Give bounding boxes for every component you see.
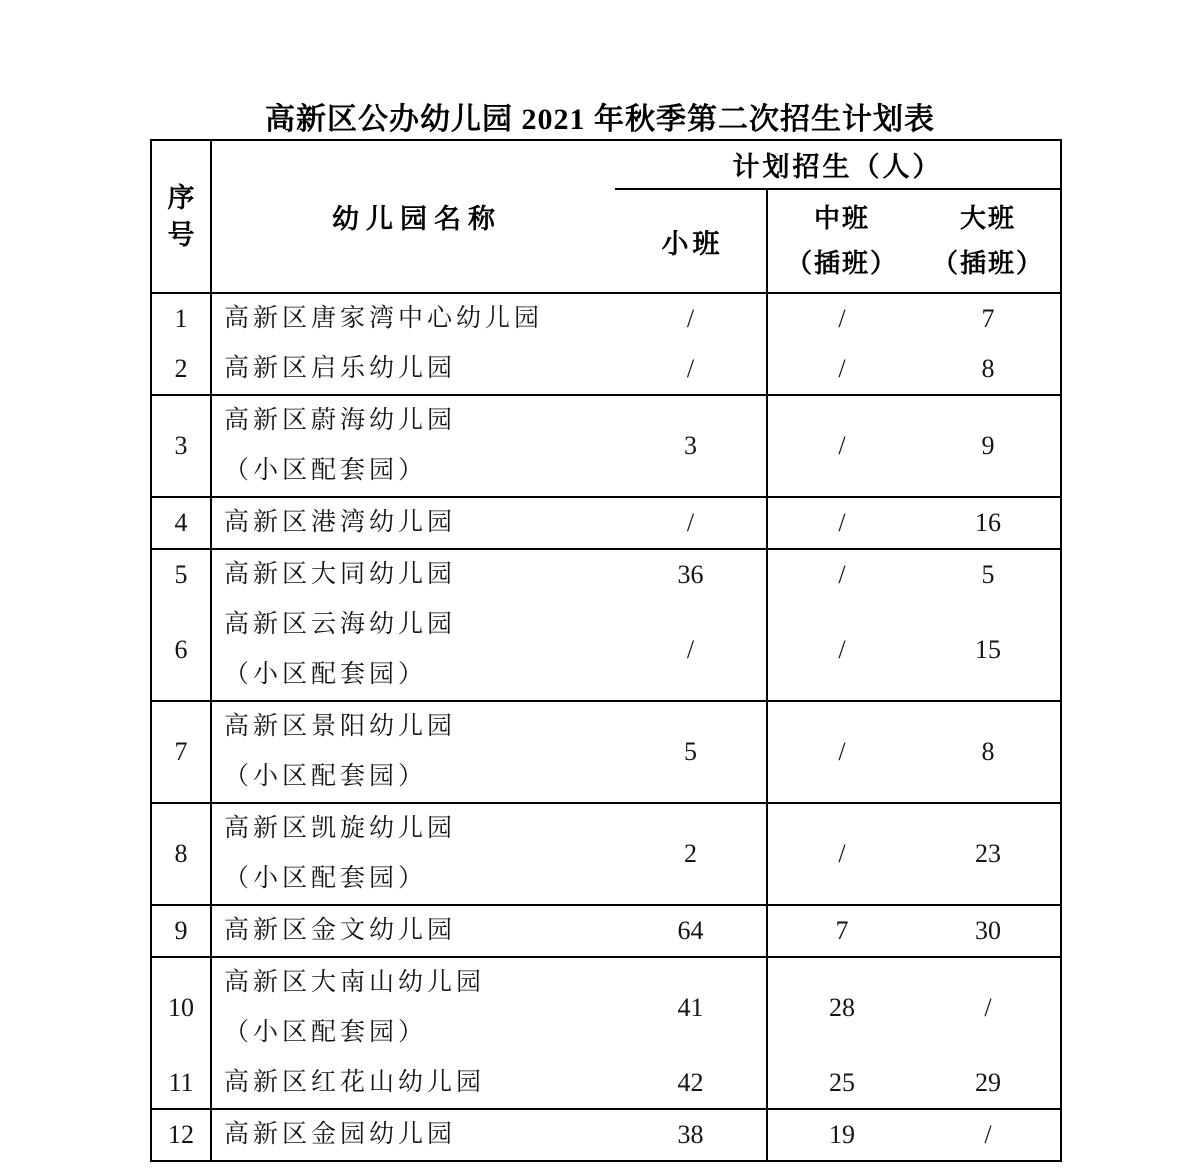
serial-cell: 1 <box>152 294 212 344</box>
kindergarten-name-line: 高新区红花山幼儿园 <box>224 1069 486 1096</box>
document-title: 高新区公办幼儿园 2021 年秋季第二次招生计划表 <box>265 103 935 136</box>
zhongban-value-cell: 28 <box>829 993 855 1022</box>
enrollment-plan-table <box>150 139 1062 1162</box>
kindergarten-name-line: （小区配套园） <box>224 1019 428 1046</box>
zhongban-value-cell: / <box>838 635 846 664</box>
header-serial-line1: 序 <box>167 182 195 213</box>
table-row <box>152 804 1060 904</box>
zhongban-value-cell: / <box>838 737 846 766</box>
zhongban-value-cell: 25 <box>829 1068 855 1097</box>
kindergarten-name-line: 高新区云海幼儿园 <box>224 611 457 638</box>
header-plan-region <box>615 141 1060 292</box>
kindergarten-name-cell <box>212 804 615 904</box>
kindergarten-name-line: （小区配套园） <box>224 865 428 892</box>
kindergarten-name-line: 高新区港湾幼儿园 <box>224 509 457 536</box>
kindergarten-name-cell <box>212 396 615 496</box>
xiaoban-value-cell: 3 <box>615 396 768 496</box>
table-row-group <box>152 294 1060 396</box>
table-row <box>152 344 1060 394</box>
header-daban-line2: （插班） <box>931 249 1044 278</box>
table-header <box>152 141 1060 294</box>
kindergarten-name-cell <box>212 702 615 802</box>
zhongban-value-cell: 7 <box>835 916 849 945</box>
xiaoban-value-cell: 5 <box>615 702 768 802</box>
header-planned-enrollment: 计划招生（人） <box>615 141 1060 190</box>
kindergarten-name-cell <box>212 1110 615 1160</box>
kindergarten-name-line: （小区配套园） <box>224 763 428 790</box>
kindergarten-name-cell <box>212 1058 615 1108</box>
table-row-group <box>152 958 1060 1110</box>
kindergarten-name-cell <box>212 600 615 700</box>
zhongban-value-cell: 19 <box>829 1120 855 1149</box>
daban-value-cell: 29 <box>975 1068 1001 1097</box>
zhongban-value-cell: / <box>838 431 846 460</box>
daban-value-cell: 8 <box>981 737 995 766</box>
table-row-group <box>152 906 1060 958</box>
serial-cell: 4 <box>152 498 212 548</box>
daban-value-cell: 8 <box>981 354 995 383</box>
daban-value-cell: 9 <box>981 431 995 460</box>
header-class-columns <box>615 190 1060 292</box>
zhongban-value-cell: / <box>838 304 846 333</box>
table-row <box>152 1110 1060 1160</box>
kindergarten-name-line: 高新区蔚海幼儿园 <box>224 407 457 434</box>
xiaoban-value-cell: 41 <box>615 958 768 1058</box>
zhongban-value-cell: / <box>838 560 846 589</box>
xiaoban-value-cell: / <box>615 498 768 548</box>
daban-value-cell: 5 <box>981 560 995 589</box>
zhongban-value-cell: / <box>838 354 846 383</box>
kindergarten-name-line: 高新区凯旋幼儿园 <box>224 815 457 842</box>
serial-cell: 8 <box>152 804 212 904</box>
zhongban-value-cell: / <box>838 839 846 868</box>
table-row-group <box>152 498 1060 550</box>
kindergarten-name-cell <box>212 344 615 394</box>
kindergarten-name-line: 高新区大同幼儿园 <box>224 561 457 588</box>
xiaoban-value-cell: 36 <box>615 550 768 600</box>
header-daban-line1: 大班 <box>959 204 1016 233</box>
header-xiaoban-column: 小班 <box>615 190 768 292</box>
xiaoban-value-cell: / <box>615 294 768 344</box>
table-row <box>152 600 1060 700</box>
table-row <box>152 1058 1060 1108</box>
xiaoban-value-cell: / <box>615 344 768 394</box>
kindergarten-name-line: 高新区唐家湾中心幼儿园 <box>224 305 544 332</box>
table-row-group <box>152 396 1060 498</box>
daban-value-cell: 16 <box>975 508 1001 537</box>
table-row <box>152 906 1060 956</box>
xiaoban-value-cell: / <box>615 600 768 700</box>
header-zhongban-line2: （插班） <box>785 249 898 278</box>
xiaoban-value-cell: 38 <box>615 1110 768 1160</box>
table-row-group <box>152 1110 1060 1160</box>
kindergarten-name-line: 高新区景阳幼儿园 <box>224 713 457 740</box>
table-row <box>152 294 1060 344</box>
table-row <box>152 498 1060 548</box>
daban-value-cell: 30 <box>975 916 1001 945</box>
kindergarten-name-cell <box>212 550 615 600</box>
table-row-group <box>152 702 1060 804</box>
kindergarten-name-line: 高新区金园幼儿园 <box>224 1121 457 1148</box>
kindergarten-name-cell <box>212 498 615 548</box>
daban-value-cell: / <box>984 993 992 1022</box>
zhongban-value-cell: / <box>838 508 846 537</box>
xiaoban-value-cell: 42 <box>615 1058 768 1108</box>
kindergarten-name-cell <box>212 958 615 1058</box>
kindergarten-name-line: （小区配套园） <box>224 457 428 484</box>
table-row <box>152 702 1060 802</box>
table-row-group <box>152 550 1060 702</box>
kindergarten-name-line: 高新区启乐幼儿园 <box>224 355 457 382</box>
header-serial-line2: 号 <box>167 219 195 250</box>
header-daban-column <box>916 190 1060 292</box>
xiaoban-value-cell: 2 <box>615 804 768 904</box>
serial-cell: 3 <box>152 396 212 496</box>
header-kindergarten-name-column: 幼儿园名称 <box>332 204 502 234</box>
xiaoban-value-cell: 64 <box>615 906 768 956</box>
kindergarten-name-cell <box>212 294 615 344</box>
daban-value-cell: 7 <box>981 304 995 333</box>
table-body <box>152 294 1060 1160</box>
kindergarten-name-line: （小区配套园） <box>224 661 428 688</box>
serial-cell: 10 <box>152 958 212 1058</box>
header-serial-column <box>152 141 212 292</box>
table-row-group <box>152 804 1060 906</box>
serial-cell: 7 <box>152 702 212 802</box>
header-zhongban-line1: 中班 <box>813 204 870 233</box>
daban-value-cell: / <box>984 1120 992 1149</box>
serial-cell: 11 <box>152 1058 212 1108</box>
table-row <box>152 396 1060 496</box>
header-zhongban-column <box>768 190 916 292</box>
kindergarten-name-line: 高新区大南山幼儿园 <box>224 969 486 996</box>
serial-cell: 6 <box>152 600 212 700</box>
serial-cell: 5 <box>152 550 212 600</box>
table-row <box>152 958 1060 1058</box>
kindergarten-name-line: 高新区金文幼儿园 <box>224 917 457 944</box>
serial-cell: 9 <box>152 906 212 956</box>
kindergarten-name-cell <box>212 906 615 956</box>
table-row <box>152 550 1060 600</box>
serial-cell: 12 <box>152 1110 212 1160</box>
daban-value-cell: 23 <box>975 839 1001 868</box>
serial-cell: 2 <box>152 344 212 394</box>
daban-value-cell: 15 <box>975 635 1001 664</box>
